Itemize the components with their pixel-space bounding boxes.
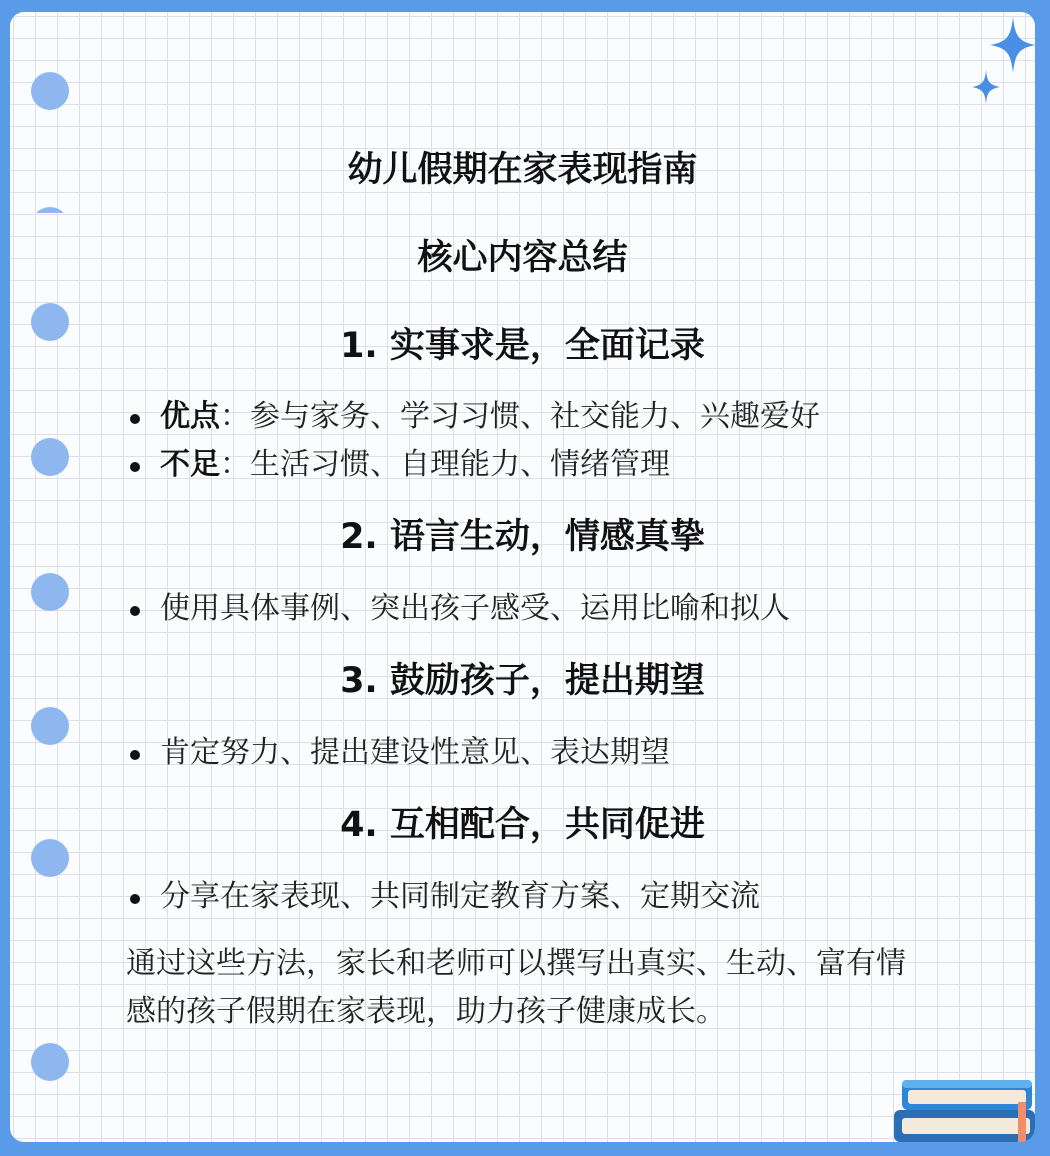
guide-content (10, 12, 1035, 1142)
conclusion-paragraph: 通过这些方法，家长和老师可以撰写出真实、生动、富有情感的孩子假期在家表现，助力孩子健康成长。 (126, 946, 906, 1029)
section-heading-1: 1. 实事求是，全面记录 (340, 326, 705, 366)
item-text: 使用具体事例、突出孩子感受、运用比喻和拟人 (160, 591, 790, 626)
list-item (130, 393, 820, 441)
section-4-list (130, 873, 760, 921)
list-item (130, 729, 670, 777)
section-1-list (130, 393, 820, 489)
notebook-sheet (10, 12, 1035, 1142)
list-item (130, 873, 760, 921)
item-text: 生活习惯、自理能力、情绪管理 (250, 447, 670, 482)
list-item (130, 441, 820, 489)
item-text: 肯定努力、提出建设性意见、表达期望 (160, 735, 670, 770)
stacked-books-icon (894, 1076, 1035, 1142)
section-2-list (130, 585, 790, 633)
section-heading-4: 4. 互相配合，共同促进 (340, 805, 705, 845)
section-3-list (130, 729, 670, 777)
section-heading-3: 3. 鼓励孩子，提出期望 (340, 661, 705, 701)
item-separator: ： (220, 399, 250, 434)
item-text: 参与家务、学习习惯、社交能力、兴趣爱好 (250, 399, 820, 434)
list-item (130, 585, 790, 633)
item-text: 分享在家表现、共同制定教育方案、定期交流 (160, 879, 760, 914)
item-label: 不足 (160, 447, 220, 482)
item-label: 优点 (160, 399, 220, 434)
page-title: 幼儿假期在家表现指南 (347, 150, 698, 190)
page-subtitle: 核心内容总结 (417, 238, 628, 278)
item-separator: ： (220, 447, 250, 482)
section-heading-2: 2. 语言生动，情感真挚 (340, 517, 705, 557)
